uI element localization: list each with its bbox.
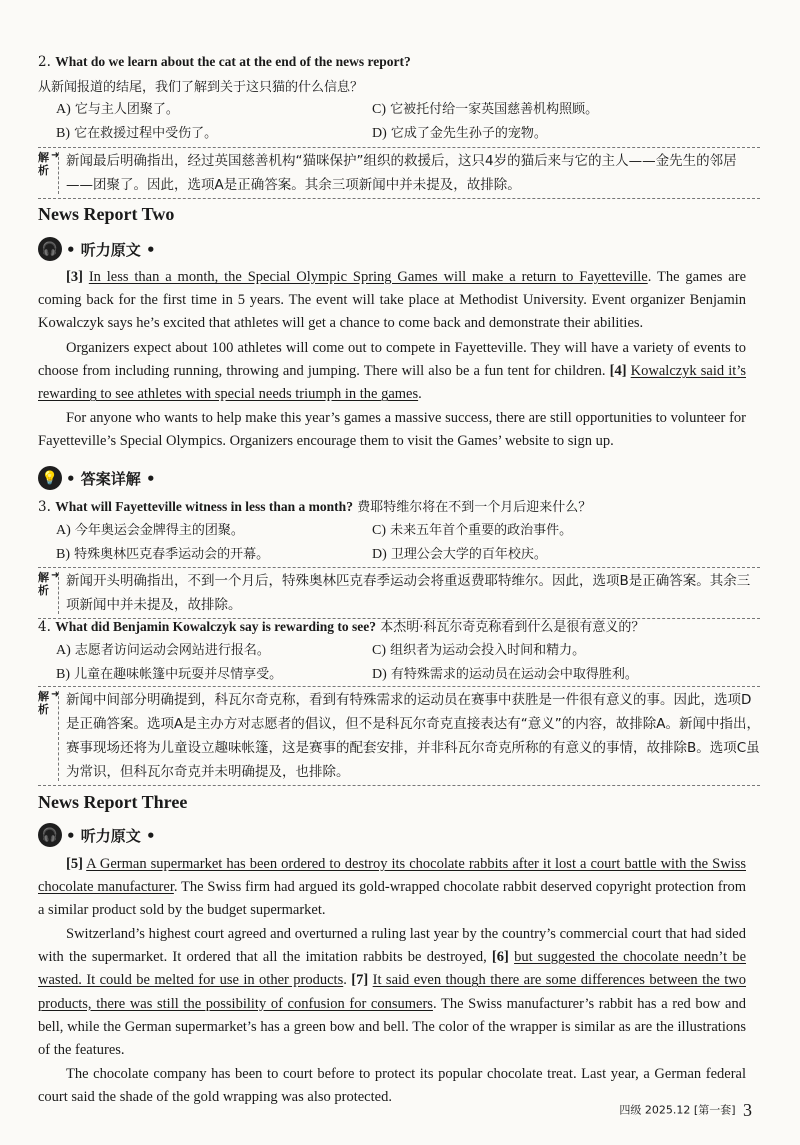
question-4 [38,617,758,638]
key-sentence: A German supermarket has been ordered to destroy its chocolate rabbits after it lost a court battle with the Swiss chocolate manufacturer [38,856,746,896]
option-c: C) 它被托付给一家英国慈善机构照顾。 [372,102,599,117]
analysis-text: 新闻中间部分明确提到，科瓦尔奇克称，看到有特殊需求的运动员在赛事中获胜是一件很有意义的事。因此，选项D是正确答案。选项A是主办方对志愿者的倡议，但不是科瓦尔奇克直接表达有“意义”的内容，故排除A。新闻中指出，赛事现场还将为儿童设立趣味帐篷，这是赛事的配套安排，并非科瓦尔奇克所称的有意义的事情，故排除B。选项C虽为常识，但科瓦尔奇克并未明确提及，也排除。 [66,692,760,780]
key-sentence: In less than a month, the Special Olympic Spring Games will make a return to Fayetteville [88,269,648,285]
analysis-tag: 解析 [38,151,49,177]
option-a: A) 今年奥运会金牌得主的团聚。 [56,523,244,538]
divider [58,152,59,194]
option-d: D) 它成了金先生孙子的宠物。 [372,126,547,141]
option-d: D) 卫理公会大学的百年校庆。 [372,547,547,562]
option-c: C) 组织者为运动会投入时间和精力。 [372,643,586,658]
question-text-zh: 从新闻报道的结尾，我们了解到关于这只猫的什么信息？ [38,80,364,95]
question-text-zh: 费耶特维尔将在不到一个月后迎来什么？ [357,500,592,515]
analysis-tag: 解析 [38,571,49,597]
key-sentence: Kowalczyk said it’s rewarding to see athletes with special needs triumph in the games [38,363,746,403]
badge-label: • 听力原文 • [66,826,156,845]
marker: [7] [351,972,369,989]
page-footer [619,1100,752,1121]
marker: [4] [609,363,627,380]
transcript-paragraph: The chocolate company has been to court before to protect its popular chocolate treat. Last year, a German federal court said the shade of the gold wrapping was also protected. [38,1066,746,1106]
question-number: 4. [38,619,51,635]
option-a: A) 志愿者访问运动会网站进行报名。 [56,643,270,658]
question-text-en: What will Fayetteville witness in less than a month? [55,499,353,514]
option-b: B) 特殊奥林匹克春季运动会的开幕。 [56,547,270,562]
marker: [5] [66,856,83,872]
listening-badge [38,236,156,262]
question-2 [38,52,758,72]
analysis-box [38,686,760,786]
question-text-en: What did Benjamin Kowalczyk say is rewarding to see? [55,619,376,634]
transcript-paragraph: Organizers expect about 100 athletes will come out to compete in Fayetteville. They will have a variety of events to choose from including running, throwing and jumping. There will also be a fun tent for children. [4] Kowalczyk said it’s rewarding to see athletes with special needs triumph in the games. [38,340,746,403]
transcript-paragraph: [5] A German supermarket has been ordered to destroy its chocolate rabbits after it lost a court battle with the Swiss chocolate manufacturer. The Swiss firm had argued its gold-wrapped chocolate rabbit deserved copyright protection from a similar product sold by the budget supermarket. [38,856,746,919]
listening-badge [38,822,156,848]
question-text-zh: 本杰明·科瓦尔奇克称看到什么是很有意义的？ [380,620,645,635]
analysis-box [38,567,760,619]
option-a: A) 它与主人团聚了。 [56,102,179,117]
arrow-icon: ➜ [51,570,60,581]
badge-label: • 答案详解 • [66,469,156,488]
answer-badge [38,465,156,491]
badge-label: • 听力原文 • [66,240,156,259]
transcript-paragraph: Switzerland’s highest court agreed and overturned a ruling last year by the country’s commercial court that had sided with the supermarket. It ordered that all the imitation rabbits be destroyed, [6] but suggested the chocolate needn’t be wasted. It could be melted for use in other products. [7] It said even though there are some differences between the two products, there was still the possibility of confusion for consumers. The Swiss manufacturer’s rabbit has a red bow and bell, while the German supermarket’s has a green bow and bell. The color of the wrapper is similar as are the illustrations of the features. [38,926,747,1059]
lightbulb-icon: 💡 [38,466,62,490]
section-title: News Report Three [38,792,188,812]
option-b: B) 儿童在趣味帐篷中玩耍并尽情享受。 [56,667,283,682]
arrow-icon: ➜ [51,689,60,700]
key-sentence: but suggested the chocolate needn’t be wasted. It could be melted for use in other products [38,949,747,989]
key-sentence: It said even though there are some differences between the two products, there was still the possibility of confusion for consumers [38,972,747,1012]
analysis-text: 新闻开头明确指出，不到一个月后，特殊奥林匹克春季运动会将重返费耶特维尔。因此，选项B是正确答案。其余三项新闻中并未提及，故排除。 [66,573,751,613]
headphones-icon: 🎧 [38,237,62,261]
option-b: B) 它在救援过程中受伤了。 [56,126,218,141]
analysis-text: 新闻最后明确指出，经过英国慈善机构“猫咪保护”组织的救援后，这只4岁的猫后来与它的主人——金先生的邻居——团聚了。因此，选项A是正确答案。其余三项新闻中并未提及，故排除。 [66,153,737,193]
page-number: 3 [743,1100,752,1120]
question-number: 3. [38,499,51,515]
marker: [6] [491,949,509,966]
arrow-icon: ➜ [51,150,60,161]
option-c: C) 未来五年首个重要的政治事件。 [372,523,573,538]
analysis-box [38,147,760,199]
transcript-paragraph: For anyone who wants to help make this year’s games a massive success, there are still opportunities to volunteer for Fayetteville’s Special Olympics. Organizers encourage them to visit the Games’ website to sign up. [38,410,746,450]
issue-label: 四级 2025.12 [第一套] [619,1103,736,1117]
analysis-tag: 解析 [38,690,49,716]
section-title: News Report Two [38,204,175,224]
question-text-en: What do we learn about the cat at the end of the news report? [55,54,411,69]
option-d: D) 有特殊需求的运动员在运动会中取得胜利。 [372,667,638,682]
headphones-icon: 🎧 [38,823,62,847]
transcript-paragraph: [3] In less than a month, the Special Olympic Spring Games will make a return to Fayetteville. The games are coming back for the first time in 5 years. The event will take place at Methodist University. Event organizer Benjamin Kowalczyk says he’s excited that athletes will get a chance to come back and demonstrate their abilities. [38,269,747,332]
divider [58,691,59,781]
divider [58,572,59,614]
question-number: 2. [38,54,51,70]
marker: [3] [66,269,83,285]
question-3 [38,497,758,518]
